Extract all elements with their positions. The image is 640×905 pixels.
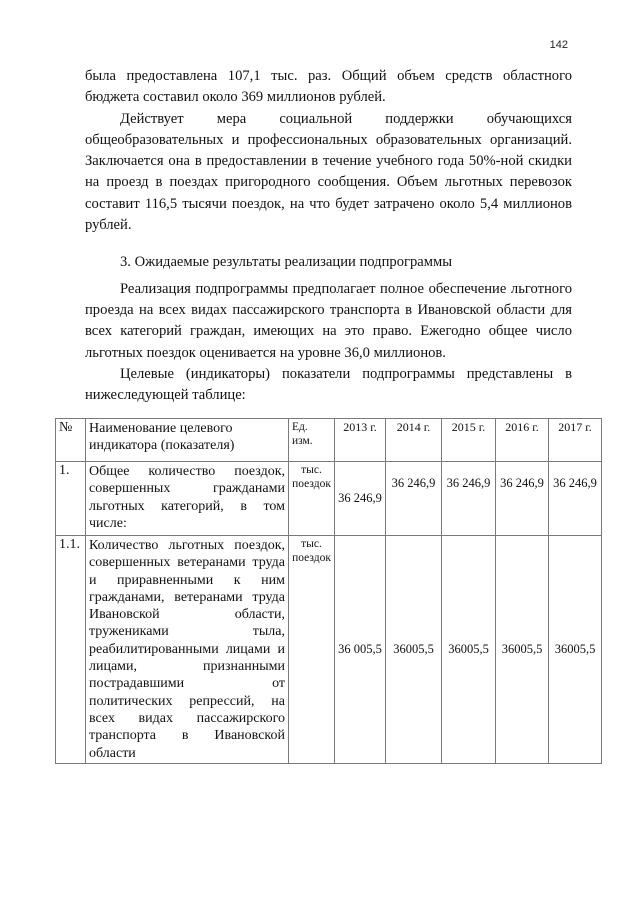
row-value-2014: 36005,5 (386, 536, 442, 764)
row-value-2015: 36005,5 (442, 536, 496, 764)
paragraph-2: Действует мера социальной поддержки обучающихся общеобразовательных и профессиональных образовательных организаций. Заключается она в предоставлении в течение учебного года 50%-ной скидки на проезд в поездах пригородного сообщения. Объем льготных перевозок составит 116,5 тысячи поездок, на что будет затрачено около 5,4 миллионов рублей. (85, 110, 572, 234)
header-2015: 2015 г. (442, 419, 496, 462)
header-2014: 2014 г. (386, 419, 442, 462)
page-number: 142 (549, 39, 568, 51)
table-header-row (56, 419, 602, 462)
row-value-2017: 36005,5 (549, 536, 602, 764)
body-text (85, 66, 572, 406)
paragraph-1: была предоставлена 107,1 тыс. раз. Общий объем средств областного бюджета составил около 369 миллионов рублей. (85, 68, 572, 106)
table-row (56, 536, 602, 764)
table-row (56, 462, 602, 536)
header-number: № (56, 419, 86, 462)
row-value-2015: 36 246,9 (442, 462, 496, 536)
row-value-2013: 36 246,9 (335, 462, 386, 536)
header-2017: 2017 г. (549, 419, 602, 462)
row-unit: тыс. поездок (289, 536, 335, 764)
row-value-2013: 36 005,5 (335, 536, 386, 764)
header-unit: Ед. изм. (289, 419, 335, 462)
row-value-2017: 36 246,9 (549, 462, 602, 536)
row-indicator-name: Количество льготных поездок, совершенных ветеранами труда и приравненными к ним гражданами, ветеранами труда Ивановской области, тружениками тыла, реабилитированными лицами и лицами, признанными пострадавшими от политических репрессий, на всех видах пассажирского транспорта в Ивановской области (86, 536, 289, 764)
section-heading: 3. Ожидаемые результаты реализации подпрограммы (120, 254, 453, 271)
row-number: 1.1. (56, 536, 86, 764)
paragraph-4: Целевые (индикаторы) показатели подпрограммы представлены в нижеследующей таблице: (85, 365, 572, 404)
header-2013: 2013 г. (335, 419, 386, 462)
row-unit: тыс. поездок (289, 462, 335, 536)
row-value-2016: 36 246,9 (496, 462, 549, 536)
header-indicator-name: Наименование целевого индикатора (показателя) (86, 419, 289, 462)
paragraph-3: Реализация подпрограммы предполагает полное обеспечение льготного проезда на всех видах пассажирского транспорта в Ивановской области для всех категорий граждан, имеющих на это право. Ежегодно общее число льготных поездок оценивается на уровне 36,0 миллионов. (85, 280, 572, 361)
row-value-2014: 36 246,9 (386, 462, 442, 536)
row-indicator-name: Общее количество поездок, совершенных гражданами льготных категорий, в том числе: (86, 462, 289, 536)
row-number: 1. (56, 462, 86, 536)
indicators-table (55, 418, 602, 764)
row-value-2016: 36005,5 (496, 536, 549, 764)
header-2016: 2016 г. (496, 419, 549, 462)
